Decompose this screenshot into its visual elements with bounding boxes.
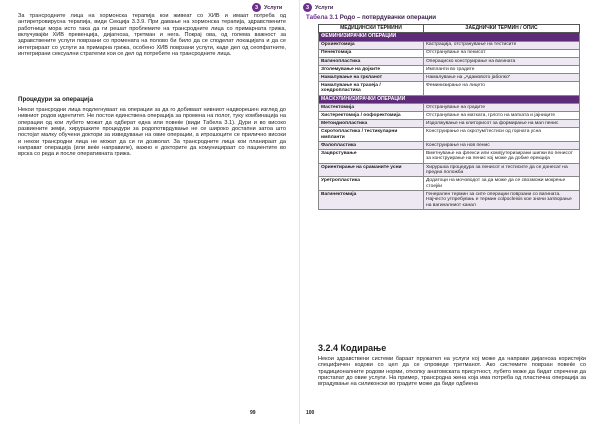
medical-term-cell: Уретропластика — [319, 177, 424, 191]
medical-term-cell: Фалопластика — [319, 142, 424, 150]
medical-term-cell: Пенектомија — [319, 49, 424, 57]
medical-term-cell: Намалување на трахеја / хондропластика — [319, 82, 424, 96]
table-header-row — [319, 25, 580, 33]
medical-term-cell: Орхиектомија — [319, 41, 424, 49]
description-cell: Феминизирање на лицето — [424, 82, 580, 96]
description-cell: Операциско конструирање на вагината — [424, 57, 580, 65]
medical-term-cell: Зголемување на дојките — [319, 65, 424, 73]
table-row — [319, 49, 580, 57]
paragraph-surgery: Некои трансродни лица подлегнуваат на операции за да го добиваат нивниот надворешен изглед до нивниот родов идентитет. Не постои единствена операција за промена на полот, туку комбинација на операции од кои лубето можат да одберат една или повеќе (види Табела 3.1). Дури и во високо развиените земји, хируршките процедури за родопотврдување не се широко достапни затоа што постојат малку обучени доктори за изведување на овие операции, а итрошоците се прилично високи и некои трансродни лица не можат да си ги дозволат. За трансродните лица кои планираат да направат операција (или веќе направиле), важно е докторите да комуницираат со пациентите во врска со реда и после оперативната грижа. — [18, 107, 286, 158]
table-row — [319, 65, 580, 73]
section-tag — [252, 3, 282, 12]
medical-term-cell: Скротопластика / тестикуларни импланти — [319, 128, 424, 142]
medical-term-cell: Намалување на гркланот — [319, 73, 424, 81]
description-cell: Конструирање на нов пенис — [424, 142, 580, 150]
description-cell: Намалување на „Адамовото јаболко“ — [424, 73, 580, 81]
description-cell: Отстранување на пенисот — [424, 49, 580, 57]
description-cell: Отстранување на градите — [424, 104, 580, 112]
description-cell: Генерален термин за сите операции поврзани со вагината. Најчесто утпребувањ е термин colpocleisis кое значи затворање на вагиналниот канал — [424, 190, 580, 209]
section-tag — [303, 3, 333, 12]
description-cell: Конструирање на скротум/тестиси од горната усна — [424, 128, 580, 142]
table-row — [319, 163, 580, 177]
table-section-row — [319, 33, 580, 42]
table-row — [319, 190, 580, 209]
medical-term-cell: Мастектомија — [319, 104, 424, 112]
table-row — [319, 73, 580, 81]
paragraph-hormone-therapy: За трансродните лица на хормонска терапија кои живеат со ХИВ и имаат потреба од антиретровирусна терапија, види Секција 3.3.9. При давање на хормонска терапија, здравствените работници мора исто така да ги решат проблемите на трансродните лица со примарната грижа, вклучувајќи ХИВ превенција, дијагноза, третман и нега. Покрај ова, од голема важност за здравствените услуги поврзани со промената на полово би било да се споделат локацијата и да се интегрираат со услуги за примарна грижа, особено ХИВ поврзани услуги, каде дел од сеопфатните, интегрирани сексуални стратегии кои се дел од потребите на трансродните лица. — [18, 13, 286, 58]
description-cell: Кастрација, отстранување на тестисите — [424, 41, 580, 49]
table-row — [319, 82, 580, 96]
description-cell: Издолжување на клиторисот за формирање на мал пенис — [424, 120, 580, 128]
table-caption — [306, 14, 436, 21]
description-cell: Додатоци на мочоводот за да може да се свозможи мокрење стоејќи — [424, 177, 580, 191]
table-row — [319, 142, 580, 150]
description-cell: Импланти во градите — [424, 65, 580, 73]
table-row — [319, 128, 580, 142]
medical-term-cell: Хистеректомија / оофоректомија — [319, 112, 424, 120]
table-row — [319, 104, 580, 112]
page-number: 99 — [250, 410, 256, 416]
page-number: 100 — [306, 410, 315, 416]
description-cell: Отстранување на матката, грлото на матката и јајниците — [424, 112, 580, 120]
table-row — [319, 112, 580, 120]
paragraph-coding: Некои здравствени системи бараат пружател на услуги кој може да направи дијагноза користејќи специфичен кодови со цел да се спроведе третманот. Ако системите поврзан повеќе со традиционалните родови норми, отколку анатомската присутност, лубето може да бидат спречени да пристапат до овие услуги. На пример, трансродна жена која има потреба од пластична операција за вградување на силиконски во градите може да биде одбиена — [318, 356, 586, 388]
table-section-row — [319, 95, 580, 104]
table-row — [319, 57, 580, 65]
medical-term-cell: Ориентирање на сраманите усни — [319, 163, 424, 177]
surgery-table — [318, 24, 580, 210]
section-number-badge: 3 — [252, 3, 261, 12]
medical-term-cell: Метоидиопластика — [319, 120, 424, 128]
table-section-label: ФЕМИНИЗИРАЧКИ ОПЕРАЦИИ — [319, 33, 580, 42]
section-tag-label: Услуги — [315, 4, 334, 11]
description-cell: Вметнување на флекси или компјутеризирани шипки во пенисот за конструирање на пенис кој може да добие ерекција — [424, 150, 580, 164]
medical-term-cell: Вагинектомија — [319, 190, 424, 209]
right-page — [300, 0, 600, 424]
table-caption-text: Родо – потврдувачки операции — [339, 14, 437, 21]
heading-coding: 3.2.4 Кодирање — [318, 343, 387, 353]
table-row — [319, 177, 580, 191]
table-row — [319, 41, 580, 49]
header-medical-terms: МЕДИЦИНСКИ ТЕРМИНИ — [319, 25, 424, 33]
description-cell: Хируршка процедура за пенисот и тестисите да се донесат на предна положба — [424, 163, 580, 177]
table-caption-number: Табела 3.1 — [306, 14, 339, 21]
table-section-label: МАСКУЛИНИЗИРАЧКИ ОПЕРАЦИИ — [319, 95, 580, 104]
header-common-terms: ЗАЕДНИЧКИ ТЕРМИН / ОПИС — [424, 25, 580, 33]
medical-term-cell: Вагинопластика — [319, 57, 424, 65]
section-tag-label: Услуги — [264, 4, 283, 11]
table-row — [319, 120, 580, 128]
table-row — [319, 150, 580, 164]
medical-term-cell: Зацврстување — [319, 150, 424, 164]
section-number-badge: 3 — [303, 3, 312, 12]
heading-surgery-procedures: Процедури за операција — [18, 96, 94, 103]
